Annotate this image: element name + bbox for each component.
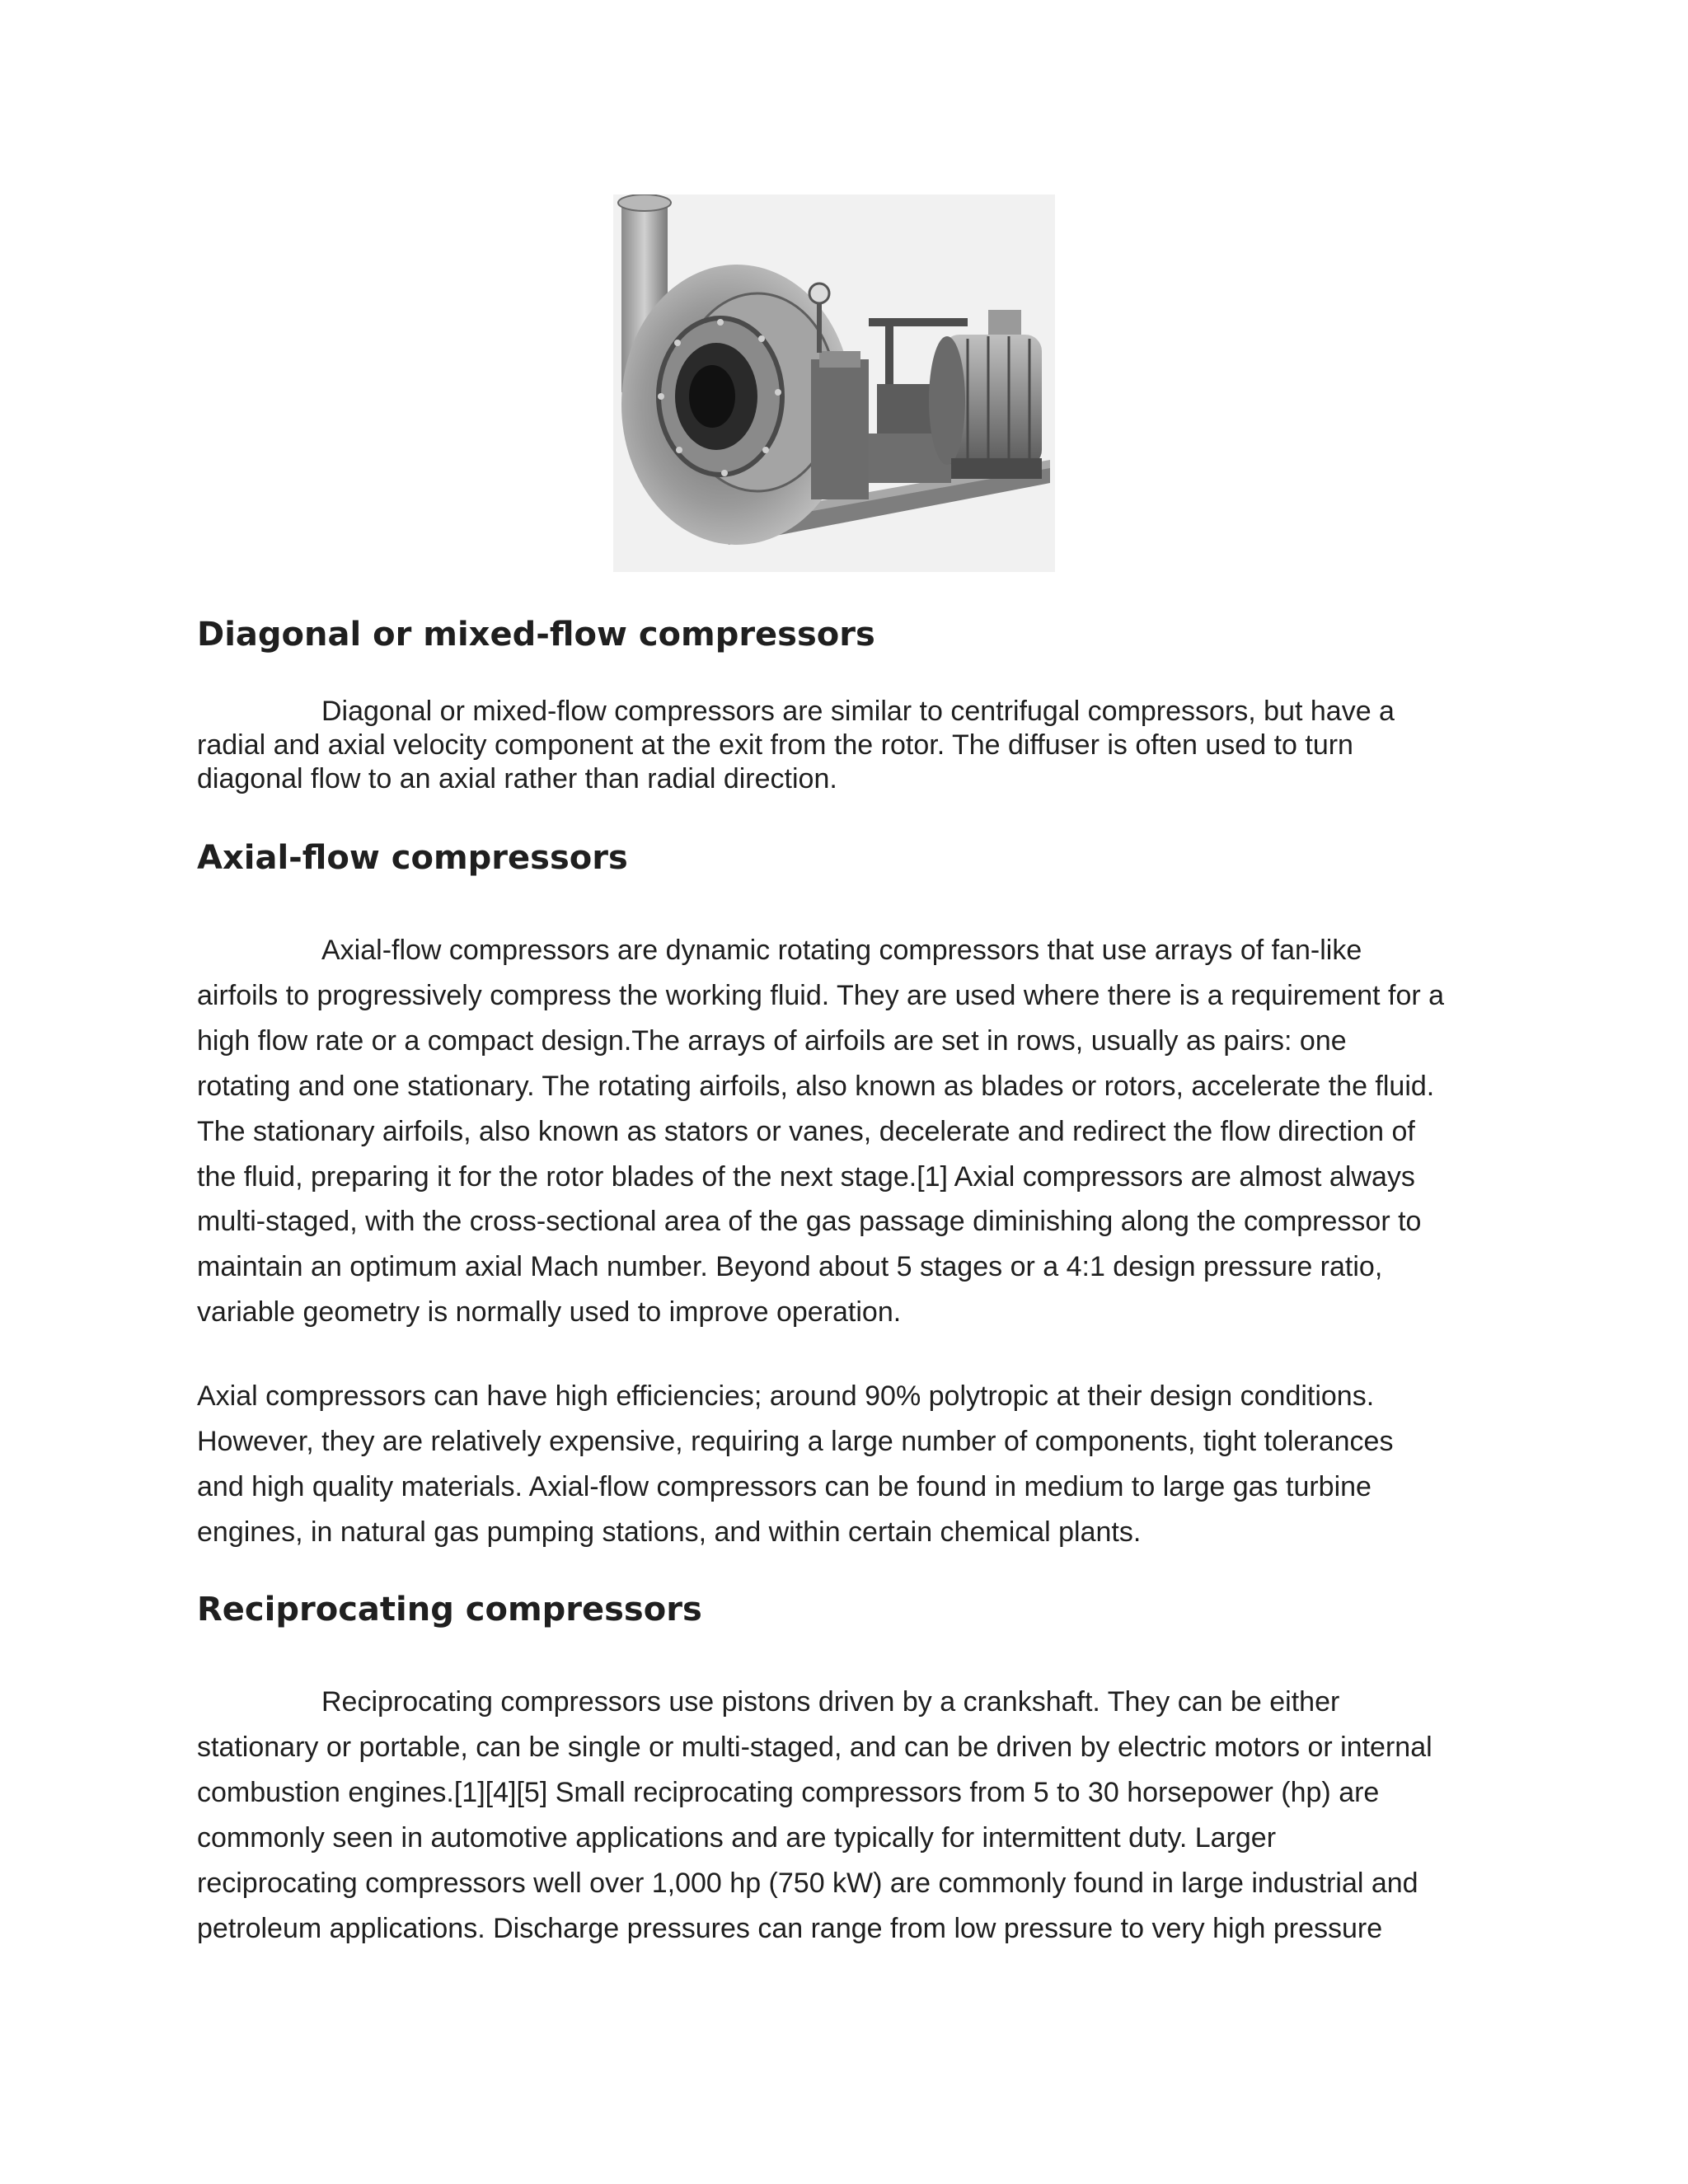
section-heading: Axial-flow compressors (197, 839, 628, 877)
text-line: combustion engines.[1][4][5] Small reciprocating compressors from 5 to 30 horsepower (hp) are (197, 1776, 1380, 1808)
text-line: Reciprocating compressors use pistons driven by a crankshaft. They can be either (321, 1686, 1340, 1718)
paragraph (197, 1374, 1475, 1555)
compressor-photo (613, 194, 1055, 572)
text-line: stationary or portable, can be single or multi-staged, and can be driven by electric motors or internal (197, 1731, 1432, 1763)
text-line: petroleum applications. Discharge pressures can range from low pressure to very high pressure (197, 1912, 1383, 1944)
text-line: However, they are relatively expensive, requiring a large number of components, tight tolerances (197, 1425, 1394, 1457)
text-line: and high quality materials. Axial-flow compressors can be found in medium to large gas turbine (197, 1470, 1372, 1502)
text-line: airfoils to progressively compress the working fluid. They are used where there is a requirement for a (197, 979, 1445, 1011)
text-line: engines, in natural gas pumping stations, and within certain chemical plants. (197, 1516, 1142, 1548)
text-line: variable geometry is normally used to improve operation. (197, 1296, 902, 1329)
text-line: rotating and one stationary. The rotating airfoils, also known as blades or rotors, accelerate the fluid. (197, 1070, 1435, 1102)
text-line: the fluid, preparing it for the rotor blades of the next stage.[1] Axial compressors are almost always (197, 1160, 1415, 1193)
paragraph (197, 1680, 1475, 1951)
text-line: Axial-flow compressors are dynamic rotating compressors that use arrays of fan-like (321, 935, 1362, 966)
text-line: maintain an optimum axial Mach number. Beyond about 5 stages or a 4:1 design pressure ratio, (197, 1251, 1383, 1283)
text-line: high flow rate or a compact design.The arrays of airfoils are set in rows, usually as pairs: one (197, 1024, 1347, 1057)
text-line: multi-staged, with the cross-sectional area of the gas passage diminishing along the compressor to (197, 1206, 1422, 1238)
text-line: diagonal flow to an axial rather than radial direction. (197, 763, 837, 794)
text-line: Axial compressors can have high efficiencies; around 90% polytropic at their design conditions. (197, 1380, 1375, 1412)
text-line: Diagonal or mixed-flow compressors are similar to centrifugal compressors, but have a (321, 696, 1395, 727)
text-line: radial and axial velocity component at the exit from the rotor. The diffuser is often used to turn (197, 729, 1353, 761)
paragraph (197, 928, 1475, 1335)
text-line: commonly seen in automotive applications and are typically for intermittent duty. Larger (197, 1821, 1277, 1854)
section-heading: Diagonal or mixed-flow compressors (197, 616, 875, 654)
text-line: reciprocating compressors well over 1,000 hp (750 kW) are commonly found in large industrial and (197, 1867, 1418, 1899)
section-heading: Reciprocating compressors (197, 1591, 702, 1629)
text-line: The stationary airfoils, also known as stators or vanes, decelerate and redirect the flow direction of (197, 1115, 1415, 1147)
paragraph (197, 695, 1475, 796)
